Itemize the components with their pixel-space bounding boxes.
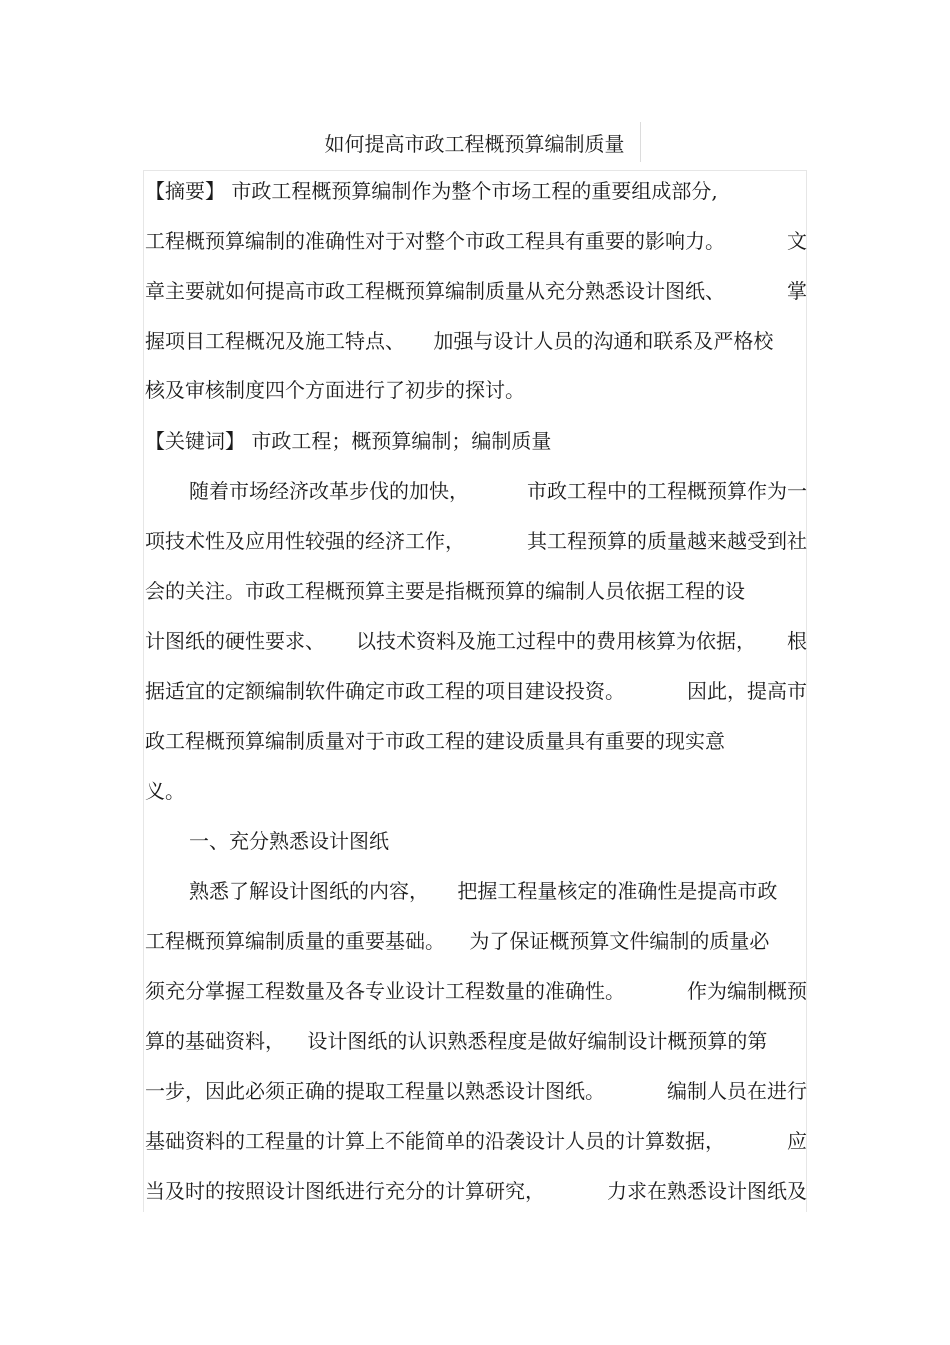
line-text: 须充分掌握工程数量及各专业设计工程数量的准确性。 <box>145 979 625 1003</box>
line-text: 计图纸的硬性要求、 <box>145 629 325 653</box>
line-text: 会的关注。市政工程概预算主要是指概预算的编制人员依据工程的设 <box>145 579 745 603</box>
paragraph-line <box>145 526 807 556</box>
paragraph-line <box>145 976 807 1006</box>
paragraph-line <box>145 276 807 306</box>
paragraph-line <box>145 476 807 506</box>
line-text: 【关键词】 市政工程；概预算编制；编制质量 <box>145 429 552 453</box>
page-frame-top <box>143 170 806 171</box>
line-text: 随着市场经济改革步伐的加快， <box>189 479 469 503</box>
line-text: 市政工程中的工程概预算作为一 <box>527 479 807 503</box>
paragraph-line <box>145 926 807 956</box>
paragraph-line <box>145 326 807 356</box>
line-text: 以技术资料及施工过程中的费用核算为依据， <box>356 629 756 653</box>
line-text: 力求在熟悉设计图纸及 <box>607 1179 807 1203</box>
line-text: 基础资料的工程量的计算上不能简单的沿袭设计人员的计算数据， <box>145 1129 725 1153</box>
line-text: 算的基础资料， <box>145 1029 285 1053</box>
keywords-line <box>145 426 807 456</box>
paragraph-line <box>145 176 807 206</box>
line-text: 因此，提高市 <box>687 679 807 703</box>
paragraph-line <box>145 1126 807 1156</box>
paragraph-line <box>145 1076 807 1106</box>
line-text: 核及审核制度四个方面进行了初步的探讨。 <box>145 378 525 402</box>
page-frame-left <box>143 170 144 1212</box>
line-text: 当及时的按照设计图纸进行充分的计算研究， <box>145 1179 545 1203</box>
line-text: 项技术性及应用性较强的经济工作， <box>145 529 465 553</box>
line-text: 把握工程量核定的准确性是提高市政 <box>457 879 778 903</box>
paragraph-line <box>145 876 807 906</box>
line-text: 一步，因此必须正确的提取工程量以熟悉设计图纸。 <box>145 1079 605 1103</box>
paragraph-line <box>145 1176 807 1206</box>
line-text: 据适宜的定额编制软件确定市政工程的项目建设投资。 <box>145 679 625 703</box>
paragraph-line <box>145 375 807 405</box>
line-text: 义。 <box>145 779 185 803</box>
line-text: 一、充分熟悉设计图纸 <box>189 829 389 853</box>
line-text: 握项目工程概况及施工特点、 <box>145 329 405 353</box>
line-text: 工程概预算编制质量的重要基础。 <box>145 929 445 953</box>
line-text: 应 <box>787 1129 807 1153</box>
line-text: 其工程预算的质量越来越受到社 <box>527 529 807 553</box>
line-text: 工程概预算编制的准确性对于对整个市政工程具有重要的影响力。 <box>145 229 725 253</box>
line-text: 章主要就如何提高市政工程概预算编制质量从充分熟悉设计图纸、 <box>145 279 725 303</box>
paragraph-line <box>145 1026 807 1056</box>
line-text: 加强与设计人员的沟通和联系及严格校 <box>433 329 774 353</box>
paragraph-line <box>145 226 807 256</box>
line-text: 【摘要】 市政工程概预算编制作为整个市场工程的重要组成部分, <box>145 179 718 203</box>
line-text: 设计图纸的认识熟悉程度是做好编制设计概预算的第 <box>307 1029 768 1053</box>
document-title: 如何提高市政工程概预算编制质量 <box>324 132 625 156</box>
line-text: 掌 <box>787 279 807 303</box>
line-text: 政工程概预算编制质量对于市政工程的建设质量具有重要的现实意 <box>145 729 725 753</box>
paragraph-line <box>145 726 807 756</box>
line-text: 作为编制概预 <box>687 979 807 1003</box>
line-text: 熟悉了解设计图纸的内容， <box>189 879 429 903</box>
paragraph-line <box>145 576 807 606</box>
line-text: 编制人员在进行 <box>667 1079 807 1103</box>
paragraph-line <box>145 676 807 706</box>
section-heading <box>145 826 807 856</box>
line-text: 文 <box>787 229 807 253</box>
line-text: 为了保证概预算文件编制的质量必 <box>469 929 770 953</box>
paragraph-line <box>145 776 807 806</box>
line-text: 根 <box>787 629 807 653</box>
paragraph-line <box>145 626 807 656</box>
